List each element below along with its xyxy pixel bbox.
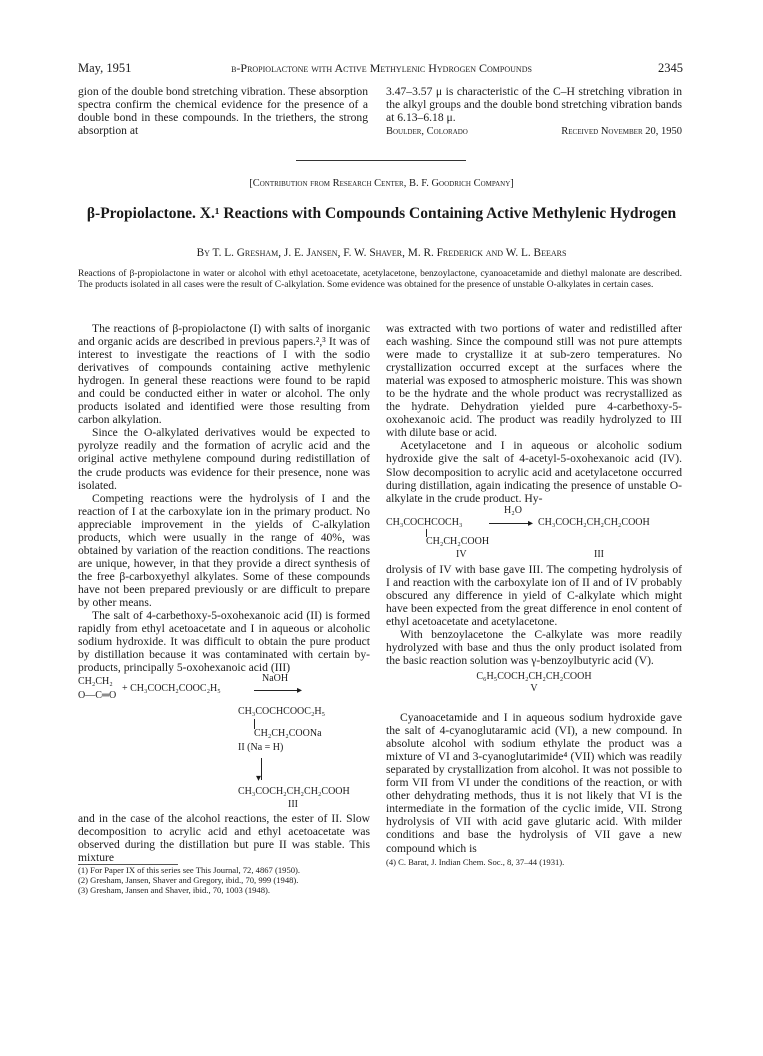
lactone-bottom: O—C═O — [78, 690, 117, 702]
right-paragraph-4: With benzoylacetone the C-alkylate was more readily hydrolyzed with base and thus the only product isolated from the basic reaction solution was γ-benzoylbutyric acid (V). — [386, 627, 682, 667]
label-ii: II (Na = H) — [238, 742, 284, 754]
prev-article-right — [386, 85, 682, 138]
condition-water: H₂O — [504, 504, 522, 516]
footnote-3: (3) Gresham, Jansen and Shaver, ibid., 70, 1003 (1948). — [78, 885, 271, 896]
section-divider — [296, 160, 466, 161]
formula-v-text: C₆H₅COCH₂CH₂CH₂COOH — [476, 671, 592, 683]
left-paragraph-4: The salt of 4-carbethoxy-5-oxohexanoic acid (II) is formed rapidly from ethyl acetoacetate and I in aqueous or alcoholic sodium hydroxide. It was difficult to obtain the pure product by distillation because it was contaminated with certain by-products, principally 5-oxohexanoic acid (III) — [78, 609, 370, 675]
prev-article-left-text: gion of the double bond stretching vibration. These absorption spectra confirm the chemical evidence for the presence of a double bond in these compounds. In the triethers, the strong absorption at — [78, 85, 368, 138]
article-title: β-Propiolactone. X.¹ Reactions with Compounds Containing Active Methylenic Hydrogen — [86, 205, 677, 222]
abstract: Reactions of β-propiolactone in water or alcohol with ethyl acetoacetate, acetylacetone, benzoylactone, cyanoacetamide and diethyl malonate are described. The products isolated in all cases were the result of C-alkylation. Some evidence was obtained for the presence of unstable O-alkylates in certain cases. — [78, 269, 682, 291]
authors-line: By T. L. Gresham, J. E. Jansen, F. W. Shaver, M. R. Frederick and W. L. Beears — [196, 247, 567, 259]
lactone-top: CH₂CH₂ — [78, 676, 113, 688]
footnotes — [78, 865, 370, 895]
label-iv: IV — [456, 548, 467, 560]
reaction-arrow — [254, 690, 300, 691]
label-iii-2: III — [594, 548, 604, 560]
formula-v — [386, 671, 682, 695]
prev-article-received: Received November 20, 1950 — [561, 126, 682, 138]
product-branch: CH₂CH₂COONa — [254, 728, 322, 740]
arrow-head: ▸ — [297, 685, 303, 697]
left-paragraph-2: Since the O-alkylated derivatives would be expected to pyrolyze readily and the formation of acrylic acid and the original active methylene compound during redistillation of the crude products was evidence for their presence, none was isolated. — [78, 426, 370, 492]
reaction-arrow-2 — [489, 523, 531, 524]
prev-article-right-text: 3.47–3.57 μ is characteristic of the C–H stretching vibration in the alkyl groups and the double bond stretching vibration bands at 6.13–6.18 μ. — [386, 85, 682, 125]
reaction-scheme-2 — [386, 504, 682, 563]
left-paragraph-5: and in the case of the alcohol reactions, the ester of II. Slow decomposition to acrylic acid and ethyl acetoacetate was observed during the distillation but pure II was stable. This mixture — [78, 812, 370, 865]
prev-article-left — [78, 85, 368, 137]
product-main: CH₃COCHCOOC₂H₅ — [238, 706, 326, 718]
arrow-head-2: ▸ — [528, 517, 534, 529]
reactant-iv: CH₃COCHCOCH₃ — [386, 516, 463, 528]
prev-article-signature — [386, 125, 682, 138]
header-date: May, 1951 — [78, 61, 132, 75]
down-arrow — [261, 758, 262, 780]
right-paragraph-2: Acetylacetone and I in aqueous or alcoholic sodium hydroxide give the salt of 4-acetyl-5-oxohexanoic acid (IV). Slow decomposition to acrylic acid and acetylacetone occurred during distillation, again indicating the presence of unstable O-alkylate in the crude product. Hy- — [386, 439, 682, 505]
right-paragraph-1: was extracted with two portions of water and redistilled after each washing. Since the compound still was not pure attempts were made to crystallize it at sub-zero temperatures. No crystallization occurred except at the surfaces where the material was exposed to atmospheric moisture. This was shown to be the hydrate and the whole product was recrystallized as the hydrate. Dehydration yielded pure 4-carbethoxy-5-oxohexanoic acid. The product was readily hydrolyzed to III with dilute base or acid. — [386, 322, 682, 440]
right-paragraph-5: Cyanoacetamide and I in aqueous sodium hydroxide gave the salt of 4-cyanoglutaramic acid (VI), a new compound. In absolute alcohol with sodium ethylate the product was a mixture of VI and 3-cyanoglutarimide⁴ (VII) which was readily separated by crystallization from alcohol. It was not possible to form VII from VI under the conditions of the reaction, or with other dehydrating methods, thus it is not likely that VI is the intermediate in the formation of the cyclic imide, VII. Strong hydrolysis of VII with acid gave glutaric acid. With milder conditions and base the hydrolysis of VII gave a new compound which is — [386, 711, 682, 855]
running-title: β-Propiolactone with Active Methylenic Hydrogen Compounds — [231, 61, 532, 75]
page-number: 2345 — [658, 61, 683, 75]
label-iii: III — [288, 799, 298, 811]
condition-naoh: NaOH — [262, 673, 289, 685]
footnote-2: (2) Gresham, Jansen, Shaver and Gregory, ibid., 70, 999 (1948). — [78, 875, 299, 886]
reaction-scheme-1 — [78, 673, 370, 812]
reactant-branch: CH₂CH₂COOH — [426, 535, 490, 547]
reagent: + CH₃COCH₂COOC₂H₅ — [122, 683, 221, 695]
left-column — [78, 322, 370, 895]
prev-article-place: Boulder, Colorado — [386, 126, 468, 138]
footnote-4: (4) C. Barat, J. Indian Chem. Soc., 8, 37–44 (1931). — [386, 856, 565, 867]
left-paragraph-3: Competing reactions were the hydrolysis of I and the reaction of I at the carboxylate ion in the primary product. No appreciable improvement in the yields of C-alkylation products, which were usually in the range of 40%, was obtained by variation of the reaction conditions. The reactions are unique, however, in that they provide a direct synthesis of the free β-carboxyethyl alkylates. Some of these compounds have not been prepared previously or are difficult to prepare by other means. — [78, 491, 370, 609]
product-iii: CH₃COCH₂CH₂CH₂COOH — [238, 786, 350, 798]
label-v: V — [530, 683, 538, 695]
left-paragraph-1: The reactions of β-propiolactone (I) with salts of inorganic and organic acids are described in previous papers.²,³ It was of interest to investigate the reactions of I with the sodio derivatives of compounds containing active methylenic hydrogen. In general these reactions were found to be rapid and could be conducted either in water or alcohol. The only products isolated and identified were those resulting from carbon alkylation. — [78, 322, 370, 427]
right-column — [386, 322, 682, 867]
down-arrow-head: ▾ — [256, 773, 262, 785]
contribution-line: [Contribution from Research Center, B. F. Goodrich Company] — [249, 178, 514, 189]
right-paragraph-3: drolysis of IV with base gave III. The competing hydrolysis of I and reaction with the carboxylate ion of II and of IV probably obscured any difference in yield of C-alkylate which might have been expected from the great difference in enol content of ethyl acetoacetate and acetylacetone. — [386, 562, 682, 628]
footnote-1: (1) For Paper IX of this series see This Journal, 72, 4867 (1950). — [78, 865, 301, 876]
product-iii-2: CH₃COCH₂CH₂CH₂COOH — [538, 516, 650, 528]
